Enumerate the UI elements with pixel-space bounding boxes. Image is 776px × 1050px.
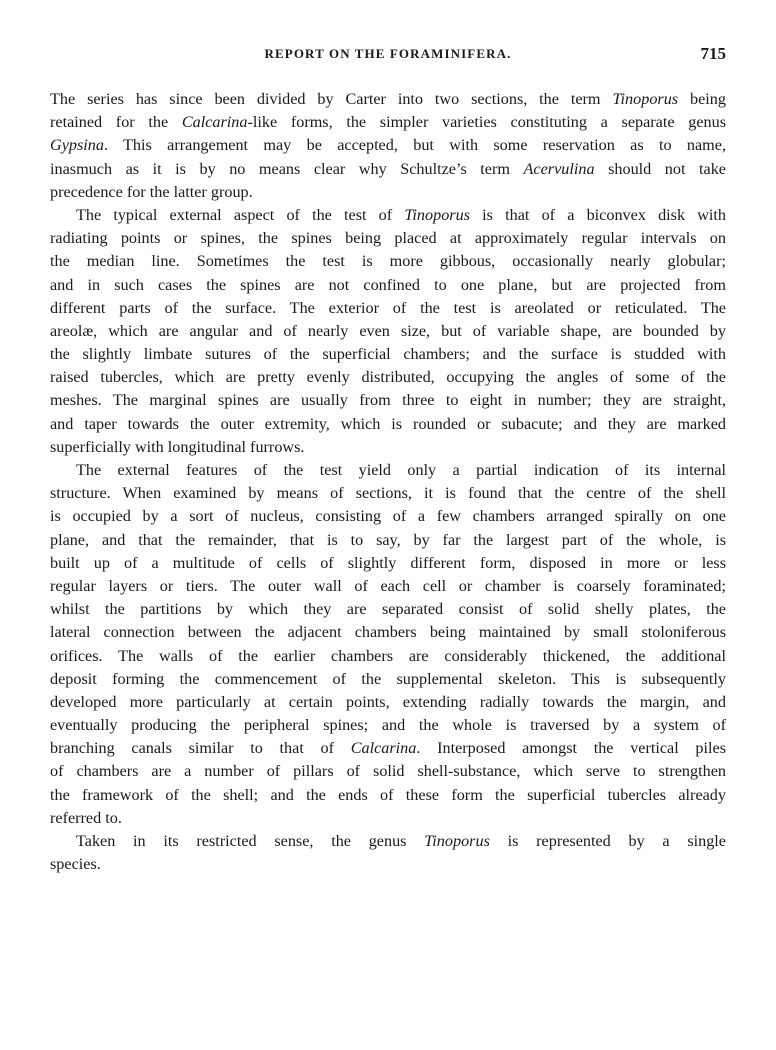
text-segment: The external features of the test yield only a partial indication of its internal — [76, 461, 726, 479]
body-text — [50, 88, 726, 876]
text-line — [50, 482, 726, 505]
text-segment: is occupied by a sort of nucleus, consisting of a few chambers arranged spirally on one — [50, 507, 726, 526]
text-line — [50, 134, 726, 157]
text-segment: precedence for the latter group. — [50, 182, 253, 201]
text-line — [50, 181, 726, 204]
text-line — [50, 645, 726, 668]
text-line — [50, 389, 726, 412]
text-segment: meshes. The marginal spines are usually from three to eight in number; they are straight, — [50, 391, 726, 410]
text-line — [50, 552, 726, 575]
text-segment: being — [678, 90, 726, 108]
text-segment: . Interposed amongst the vertical piles — [416, 739, 727, 758]
text-line — [50, 737, 726, 760]
text-line — [50, 111, 726, 134]
text-segment: the slightly limbate sutures of the superficial chambers; and the surface is studded with — [50, 345, 726, 364]
running-title: REPORT ON THE FORAMINIFERA. — [264, 46, 512, 61]
text-line — [50, 853, 726, 876]
text-segment: lateral connection between the adjacent chambers being maintained by small stoloniferous — [50, 623, 726, 642]
text-line — [50, 320, 726, 343]
text-line — [50, 158, 726, 181]
text-segment: eventually producing the peripheral spines; and the whole is traversed by a system of — [50, 716, 726, 735]
text-segment: different parts of the surface. The exterior of the test is areolated or reticulated. The — [50, 298, 726, 317]
text-segment: structure. When examined by means of sections, it is found that the centre of the shell — [50, 484, 726, 503]
text-line — [50, 621, 726, 644]
italic-term: Tinoporus — [612, 90, 679, 108]
text-segment: species. — [50, 855, 101, 874]
text-line — [50, 598, 726, 621]
running-header — [50, 44, 726, 70]
text-line — [50, 830, 726, 853]
text-line — [50, 575, 726, 598]
text-line — [50, 784, 726, 807]
text-segment: and in such cases the spines are not confined to one plane, but are projected from — [50, 275, 726, 294]
text-line — [50, 250, 726, 273]
text-segment: regular layers or tiers. The outer wall of each cell or chamber is coarsely foraminated; — [50, 576, 726, 595]
paragraph — [50, 88, 726, 204]
text-line — [50, 505, 726, 528]
text-segment: is that of a biconvex disk with — [470, 205, 726, 224]
text-segment: radiating points or spines, the spines being placed at approximately regular intervals on — [50, 229, 726, 248]
paragraph — [50, 459, 726, 830]
text-line — [50, 807, 726, 830]
text-segment: of chambers are a number of pillars of solid shell-substance, which serve to strengthen — [50, 762, 726, 781]
text-segment: plane, and that the remainder, that is to say, by far the largest part of the whole, is — [50, 530, 726, 549]
text-line — [50, 297, 726, 320]
italic-term: Tinoporus — [424, 832, 490, 850]
text-line — [50, 760, 726, 783]
text-segment: raised tubercles, which are pretty evenly distributed, occupying the angles of some of the — [50, 368, 726, 387]
text-segment: orifices. The walls of the earlier chambers are considerably thickened, the additional — [50, 646, 726, 665]
text-segment: branching canals similar to that of — [50, 739, 351, 758]
text-line — [50, 227, 726, 250]
text-segment: and taper towards the outer extremity, which is rounded or subacute; and they are marked — [50, 414, 726, 433]
text-segment: the framework of the shell; and the ends of these form the superficial tubercles already — [50, 785, 726, 804]
text-line — [50, 274, 726, 297]
page — [50, 44, 726, 876]
text-segment: should not take — [594, 159, 726, 178]
text-line — [50, 668, 726, 691]
text-segment: is represented by a single — [489, 832, 726, 850]
text-line — [50, 691, 726, 714]
page-number: 715 — [700, 44, 726, 63]
paragraph — [50, 830, 726, 876]
text-segment: whilst the partitions by which they are separated consist of solid shelly plates, the — [50, 600, 726, 619]
text-segment: referred to. — [50, 808, 122, 827]
italic-term: Tinoporus — [404, 205, 471, 224]
italic-term: Acervulina — [523, 159, 595, 178]
text-segment: Taken in its restricted sense, the genus — [76, 832, 425, 850]
text-line — [50, 529, 726, 552]
text-line — [50, 343, 726, 366]
text-segment: deposit forming the commencement of the supplemental skeleton. This is subsequently — [50, 669, 726, 688]
text-line — [50, 436, 726, 459]
italic-term: Calcarina — [350, 739, 417, 758]
text-segment: inasmuch as it is by no means clear why Schultze’s term — [50, 159, 524, 178]
italic-term: Gypsina — [50, 136, 104, 155]
paragraph — [50, 204, 726, 459]
text-segment: . This arrangement may be accepted, but with some reservation as to name, — [103, 136, 726, 155]
text-segment: the median line. Sometimes the test is more gibbous, occasionally nearly globular; — [50, 252, 726, 271]
text-segment: developed more particularly at certain points, extending radially towards the margin, and — [50, 692, 726, 711]
text-line — [50, 714, 726, 737]
text-segment: The typical external aspect of the test of — [76, 205, 405, 224]
text-segment: The series has since been divided by Carter into two sections, the term — [50, 90, 613, 108]
text-line — [50, 366, 726, 389]
text-segment: retained for the — [50, 113, 182, 132]
text-segment: areolæ, which are angular and of nearly even size, but of variable shape, are bounded by — [50, 321, 726, 340]
text-segment: built up of a multitude of cells of slightly different form, disposed in more or less — [50, 553, 726, 572]
text-line — [50, 88, 726, 111]
text-line — [50, 413, 726, 436]
text-segment: -like forms, the simpler varieties constituting a separate genus — [247, 113, 726, 132]
text-line — [50, 204, 726, 227]
italic-term: Calcarina — [181, 113, 248, 132]
text-line — [50, 459, 726, 482]
text-segment: superficially with longitudinal furrows. — [50, 437, 305, 456]
